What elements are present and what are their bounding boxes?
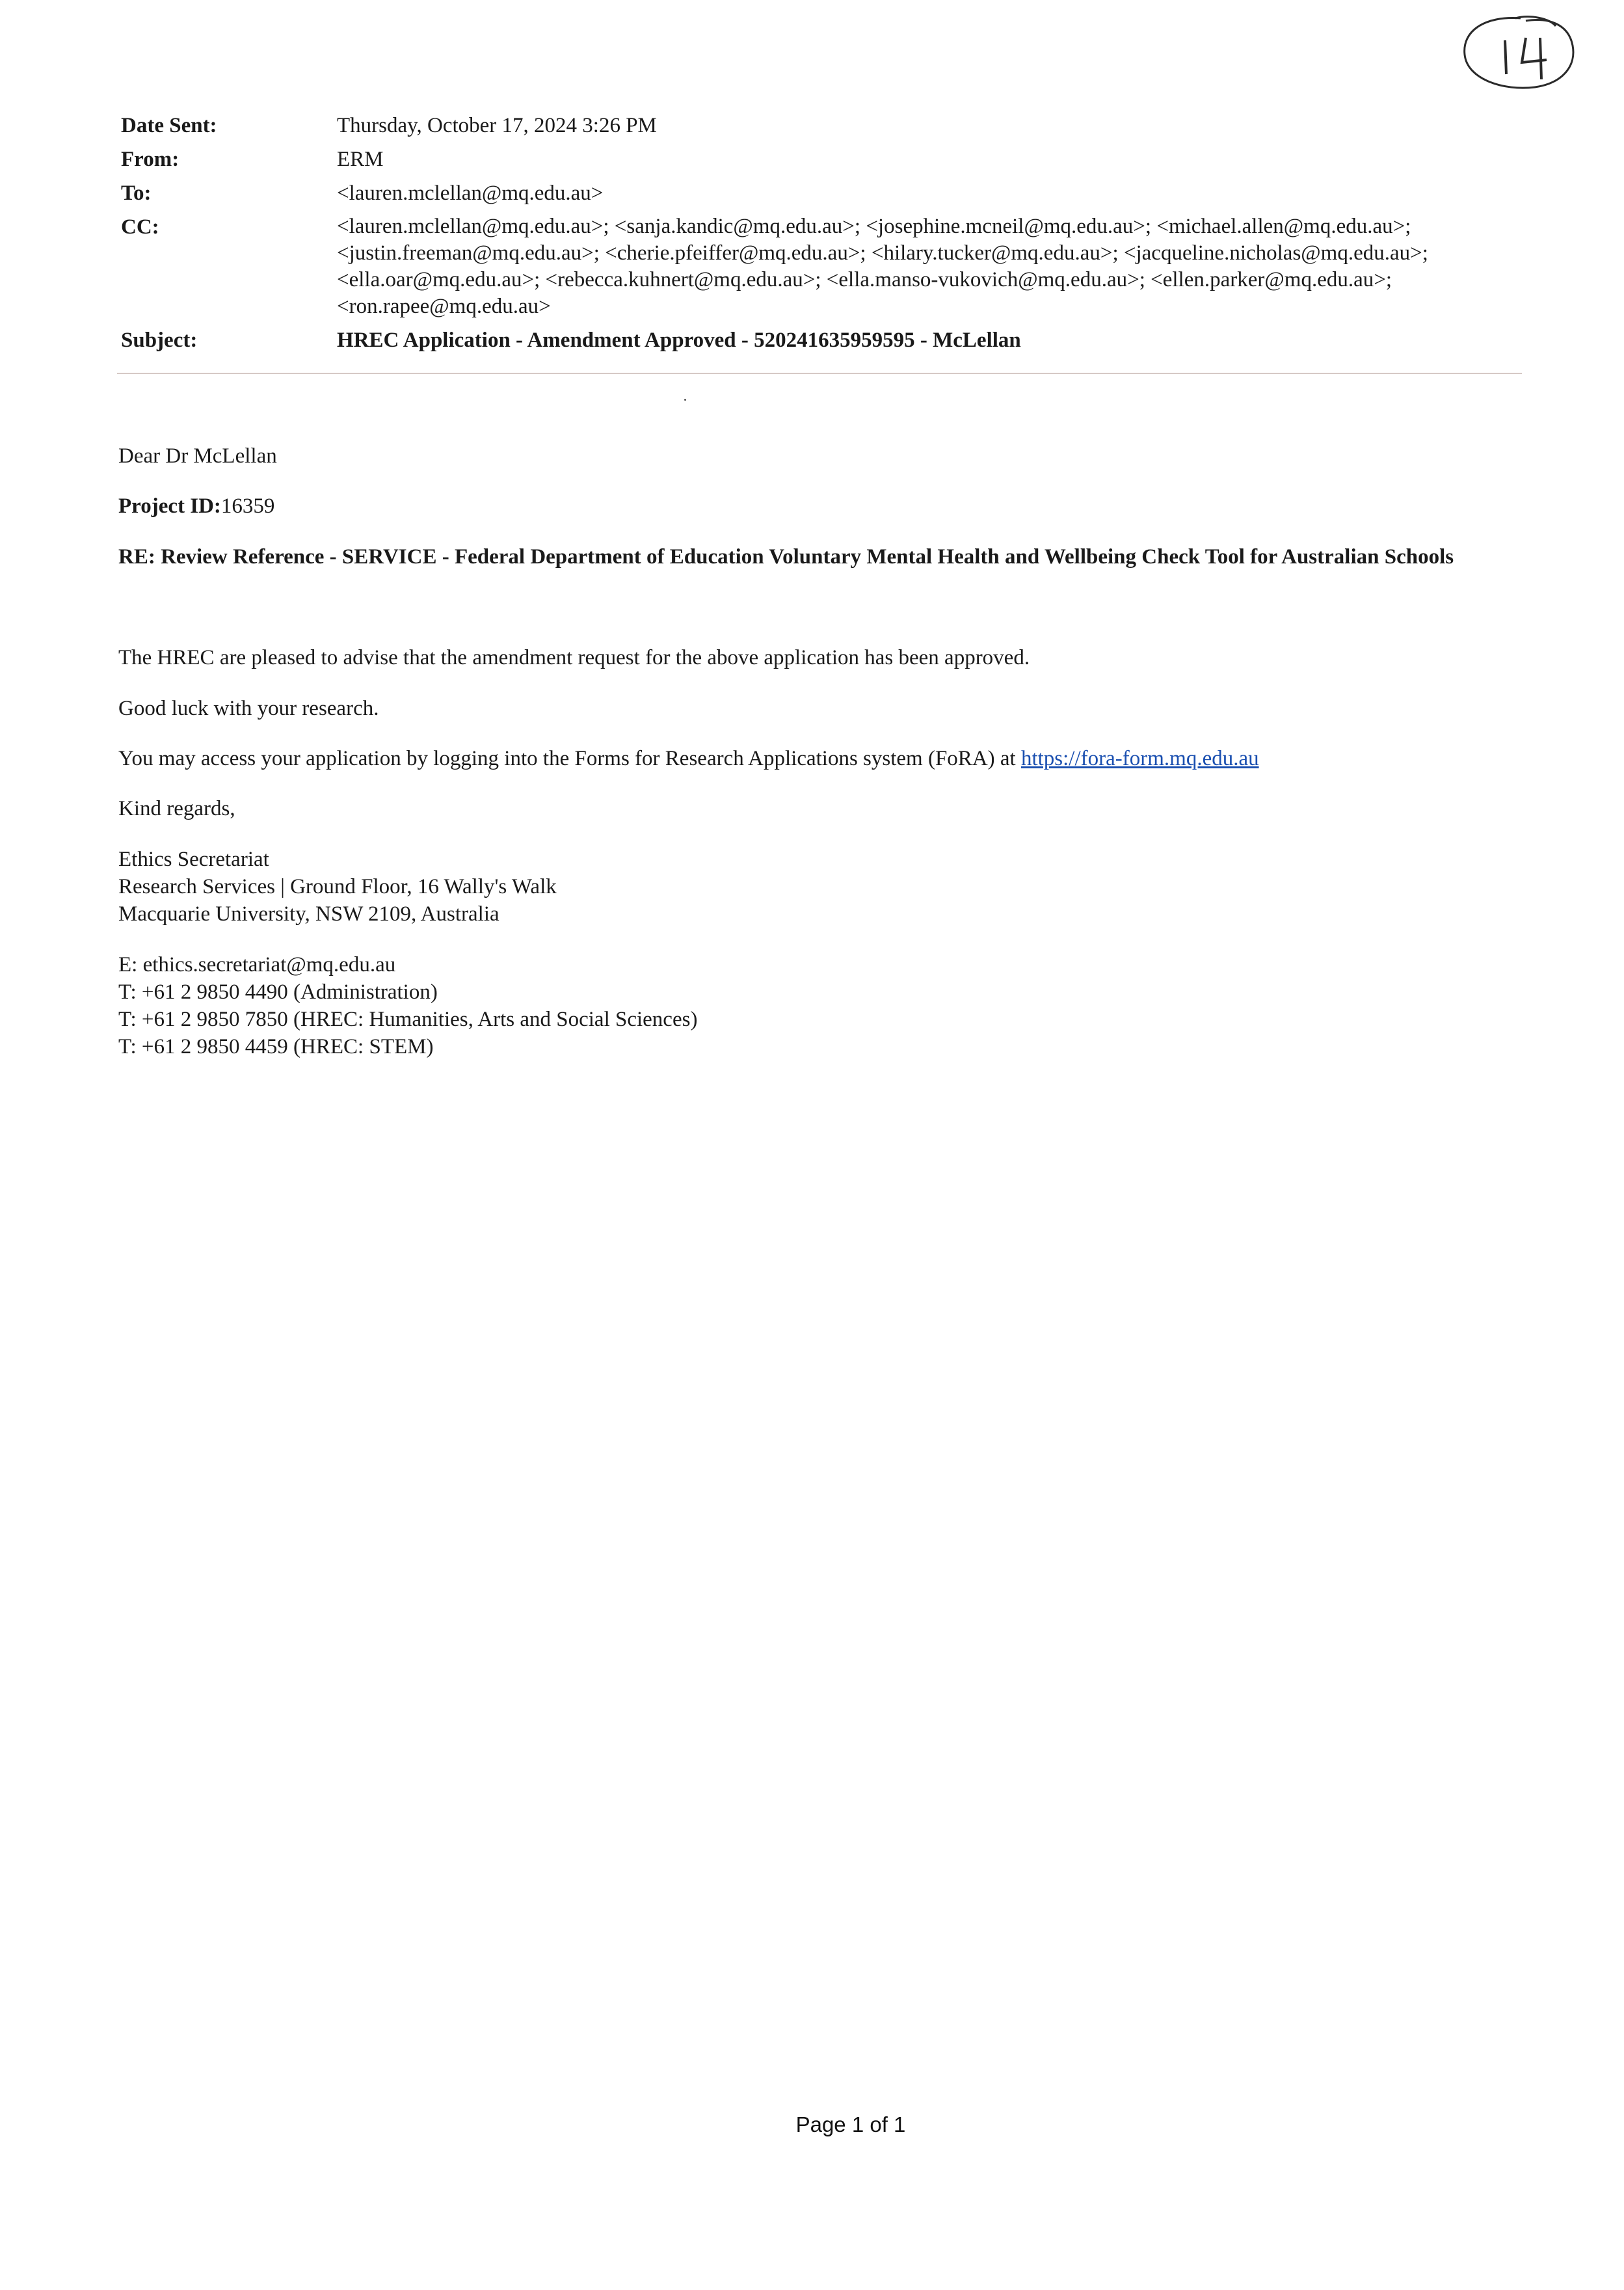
project-id-label: Project ID: [118,494,221,518]
email-header [121,112,1526,354]
signature-line: Macquarie University, NSW 2109, Australia [118,902,499,926]
subject-row [121,327,1526,354]
date-sent-row [121,112,1526,146]
project-id [118,492,274,520]
from-row [121,146,1526,180]
approval-text: The HREC are pleased to advise that the amendment request for the above application has been approved. [118,646,1030,669]
greeting: Dear Dr McLellan [118,444,277,468]
cc-label: CC: [121,215,159,239]
signature-line: Ethics Secretariat [118,848,269,871]
date-sent-label: Date Sent: [121,114,217,137]
to-label: To: [121,182,152,205]
from-value: ERM [337,148,384,171]
good-luck-text: Good luck with your research. [118,697,379,720]
to-row [121,180,1526,213]
subject-value: HREC Application - Amendment Approved - 520241635959595 - McLellan [337,329,1021,352]
subject-label: Subject: [121,329,198,352]
cc-line: <ella.oar@mq.edu.au>; <rebecca.kuhnert@mq.edu.au>; <ella.manso-vukovich@mq.edu.au>; <ellen.parker@mq.edu.au>; [337,268,1392,291]
kind-regards: Kind regards, [118,797,235,820]
handwritten-page-number [1458,12,1579,95]
cc-line: <justin.freeman@mq.edu.au>; <cherie.pfeiffer@mq.edu.au>; <hilary.tucker@mq.edu.au>; <jacqueline.nicholas@mq.edu.au>; [337,241,1428,265]
to-value: <lauren.mclellan@mq.edu.au> [337,182,604,205]
from-label: From: [121,148,180,171]
signature-line: Research Services | Ground Floor, 16 Wally's Walk [118,875,557,898]
contact-line: T: +61 2 9850 4490 (Administration) [118,980,438,1004]
header-divider [117,373,1522,374]
project-id-value: 16359 [220,494,275,518]
contact-line: T: +61 2 9850 7850 (HREC: Humanities, Arts and Social Sciences) [118,1008,698,1031]
fora-link[interactable]: https://fora-form.mq.edu.au [1020,747,1259,770]
access-prefix: You may access your application by logging into the Forms for Research Applications system (FoRA) at [118,747,1021,770]
cc-line: <ron.rapee@mq.edu.au> [337,295,551,318]
re-line: RE: Review Reference - SERVICE - Federal Department of Education Voluntary Mental Health and Wellbeing Check Tool for Australian Schools [118,545,1454,569]
page-footer: Page 1 of 1 [795,2112,906,2136]
contact-line: E: ethics.secretariat@mq.edu.au [118,953,396,977]
cc-value [337,213,1526,327]
contact-line: T: +61 2 9850 4459 (HREC: STEM) [118,1035,434,1058]
date-sent-value: Thursday, October 17, 2024 3:26 PM [337,114,657,137]
cc-line: <lauren.mclellan@mq.edu.au>; <sanja.kandic@mq.edu.au>; <josephine.mcneil@mq.edu.au>; <michael.allen@mq.edu.au>; [337,215,1411,238]
scan-speck [684,399,686,401]
access-text [118,745,1259,772]
cc-row [121,213,1526,327]
